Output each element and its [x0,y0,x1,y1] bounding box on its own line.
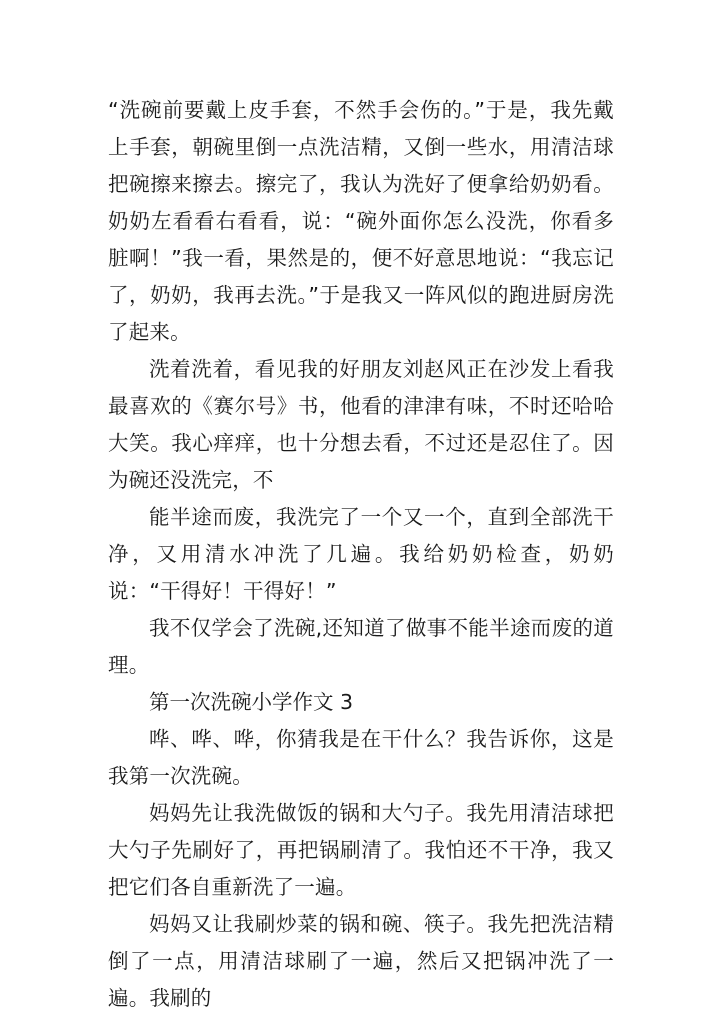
paragraph-8: 妈妈又让我刷炒菜的锅和碗、筷子。我先把洗洁精倒了一点，用清洁球刷了一遍，然后又把锅冲洗了一遍。我刷的 [108,912,614,1010]
paragraph-7: 妈妈先让我洗做饭的锅和大勺子。我先用清洁球把大勺子先刷好了，再把锅刷清了。我怕还不干净，我又把它们各自重新洗了一遍。 [108,801,614,899]
paragraph-1: “洗碗前要戴上皮手套，不然手会伤的。”于是，我先戴上手套，朝碗里倒一点洗洁精，又倒一些水，用清洁球把碗擦来擦去。擦完了，我认为洗好了便拿给奶奶看。奶奶左看看右看看，说：“碗外面你怎么没洗，你看多脏啊！”我一看，果然是的，便不好意思地说：“我忘记了，奶奶，我再去洗。”于是我又一阵风似的跑进厨房洗了起来。 [108,98,614,344]
section-heading: 第一次洗碗小学作文 3 [149,690,354,714]
document-page [108,92,614,1017]
paragraph-6: 哗、哗、哗，你猜我是在干什么？我告诉你，这是我第一次洗碗。 [108,727,614,788]
paragraph-4: 我不仅学会了洗碗,还知道了做事不能半途而废的道理。 [108,616,614,677]
paragraph-3: 能半途而废，我洗完了一个又一个，直到全部洗干净，又用清水冲洗了几遍。我给奶奶检查，奶奶说：“干得好！干得好！” [108,505,614,603]
paragraph-2: 洗着洗着，看见我的好朋友刘赵风正在沙发上看我最喜欢的《赛尔号》书，他看的津津有味，不时还哈哈大笑。我心痒痒，也十分想去看，不过还是忍住了。因为碗还没洗完，不 [108,357,614,492]
